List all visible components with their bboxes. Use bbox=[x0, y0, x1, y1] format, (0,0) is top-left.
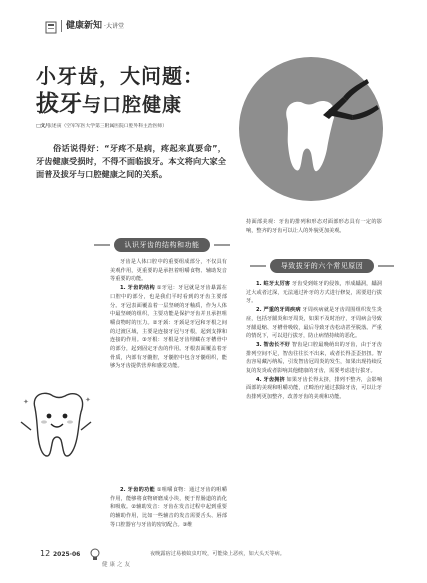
footer-page-number: 12 bbox=[40, 549, 51, 558]
header-column: 健康新知 ·大讲堂 bbox=[66, 21, 124, 31]
reason-text: 智齿是口腔最晚萌出的牙齿，由于牙齿排列空间不足，智齿往往长不出来，或者长得歪歪扭扭。智齿容易藏污纳垢，引发智齿冠周炎的发生，如果出现持续反复的发炎或者影响其他健康的牙齿，需要考虑进行拔牙。 bbox=[246, 341, 382, 375]
header-mark bbox=[45, 19, 57, 32]
reason-label: 1. 蛀牙太厉害 bbox=[256, 281, 291, 287]
left-column-top bbox=[110, 258, 227, 371]
section-heading-structure: 认识牙齿的结构和功能 bbox=[114, 238, 210, 252]
header-divider bbox=[61, 20, 62, 32]
reason-label: 3. 智齿长不好 bbox=[256, 341, 291, 348]
structure-label: 1. 牙齿的结构 bbox=[120, 285, 155, 292]
byline-text: 张述寅（空军军医大学第三附属医院口腔外科主治医师） bbox=[47, 124, 168, 129]
footer-tagline: 夜晚露宿过易被蚊虫叮咬，可能染上恶疾，如大头天等病。 bbox=[150, 551, 285, 557]
function-paragraph bbox=[110, 486, 227, 530]
article-title-line1: 小牙齿，大问题： bbox=[36, 64, 204, 88]
hero-illustration bbox=[239, 57, 383, 201]
reason-item bbox=[246, 341, 382, 376]
tooth-mascot-icon bbox=[21, 393, 91, 456]
function-label: 2. 牙齿的功能 bbox=[120, 487, 155, 493]
right-column-continued: 持面部美观：牙齿的排列和形态对面部形态具有一定的影响，整齐的牙齿可以让人的外貌更加美观。 bbox=[246, 219, 382, 234]
reason-item bbox=[246, 376, 382, 402]
svg-text:✦: ✦ bbox=[23, 398, 29, 406]
reason-item bbox=[246, 306, 382, 341]
header-column-sub: 大讲堂 bbox=[105, 23, 124, 30]
tooth-cartoon bbox=[11, 386, 101, 468]
function-text: ①咀嚼食物：通过牙齿的咀嚼作用，能够将食物研磨成小块，便于胃肠道的消化和吸收。②辅助发音：牙齿在发音过程中起到重要的辅助作用，比如一些辅音的发音需要舌头、唇部等口腔器官与牙齿的密切配合。③维 bbox=[110, 487, 227, 528]
right-column-reasons bbox=[246, 280, 382, 402]
reason-label: 2. 严重的牙周疾病 bbox=[256, 307, 301, 314]
structure-text: ①牙冠：牙冠就是牙齿暴露在口腔中的部分，也是我们平时看到的牙齿主要部分。牙冠表面覆盖着一层坚硬的牙釉质，作为人体中最坚硬的组织，主要功能是保护牙齿并且承担咀嚼食物时的压力。②牙颈：牙颈是牙冠和牙根之间的过渡区域，主要是连接牙冠与牙根，起到支撑和连接的作用。③牙根：牙根是牙齿埋藏在牙槽骨中的部分，起到固定牙齿的作用。牙根表面覆盖着牙骨质，内部有牙髓腔，牙髓腔中包含牙髓组织，能够为牙齿提供营养和感觉功能。 bbox=[110, 285, 227, 370]
function-block bbox=[110, 486, 227, 530]
section1-intro: 牙齿是人体口腔中的重要组成部分，不仅具有美观作用，更重要的是承担着咀嚼食物、辅助发音等重要的功能。 bbox=[110, 259, 227, 283]
intro-paragraph: 俗话说得好：“牙疼不是病，疼起来真要命”，牙齿健康受损时，不得不面临拔牙。本文将向大家全面普及拔牙与口腔健康之间的关系。 bbox=[36, 143, 226, 180]
reason-text: 牙周疾病就是牙齿周围组织发生炎症，包括牙龈炎和牙周炎，如果不及时治疗，牙周病会导致牙龈退缩、牙槽骨吸收，最后导致牙齿松动甚至脱落。严重的情况下，可以进行拔牙，防止病情持续的恶化。 bbox=[246, 307, 382, 340]
article-title-line2 bbox=[36, 90, 182, 120]
reason-text: 牙齿受到蛀牙的侵蚀，形成龋洞，龋洞过大或者过深，无法通过补牙的方式进行修复，需要进行拔牙。 bbox=[246, 281, 382, 305]
footer-brand: 健康之友 bbox=[102, 562, 133, 568]
book-logo-icon bbox=[45, 21, 57, 34]
reason-label: 4. 牙齿拥挤 bbox=[256, 376, 285, 383]
footer-issue: 2025·06 bbox=[53, 551, 81, 558]
footer-bulb-icon bbox=[89, 547, 101, 561]
reason-item bbox=[246, 280, 382, 306]
structure-paragraph bbox=[110, 284, 227, 371]
title-rest: 与口腔健康 bbox=[82, 94, 183, 116]
section-heading-reasons: 导致拔牙的六个常见原因 bbox=[270, 259, 374, 273]
byline bbox=[36, 123, 167, 130]
reason-text: 如果牙齿长得太挤，排列不整齐，会影响面部的美观和咀嚼功能，正畸治疗通过拔除牙齿，可以让牙齿排列更加整齐，改善牙齿的美观和功能。 bbox=[246, 376, 383, 401]
header-column-title: 健康新知 bbox=[66, 21, 103, 31]
svg-text:✦: ✦ bbox=[85, 396, 91, 404]
title-highlight: 拔牙 bbox=[36, 91, 82, 117]
byline-prefix: □文/ bbox=[36, 124, 48, 129]
